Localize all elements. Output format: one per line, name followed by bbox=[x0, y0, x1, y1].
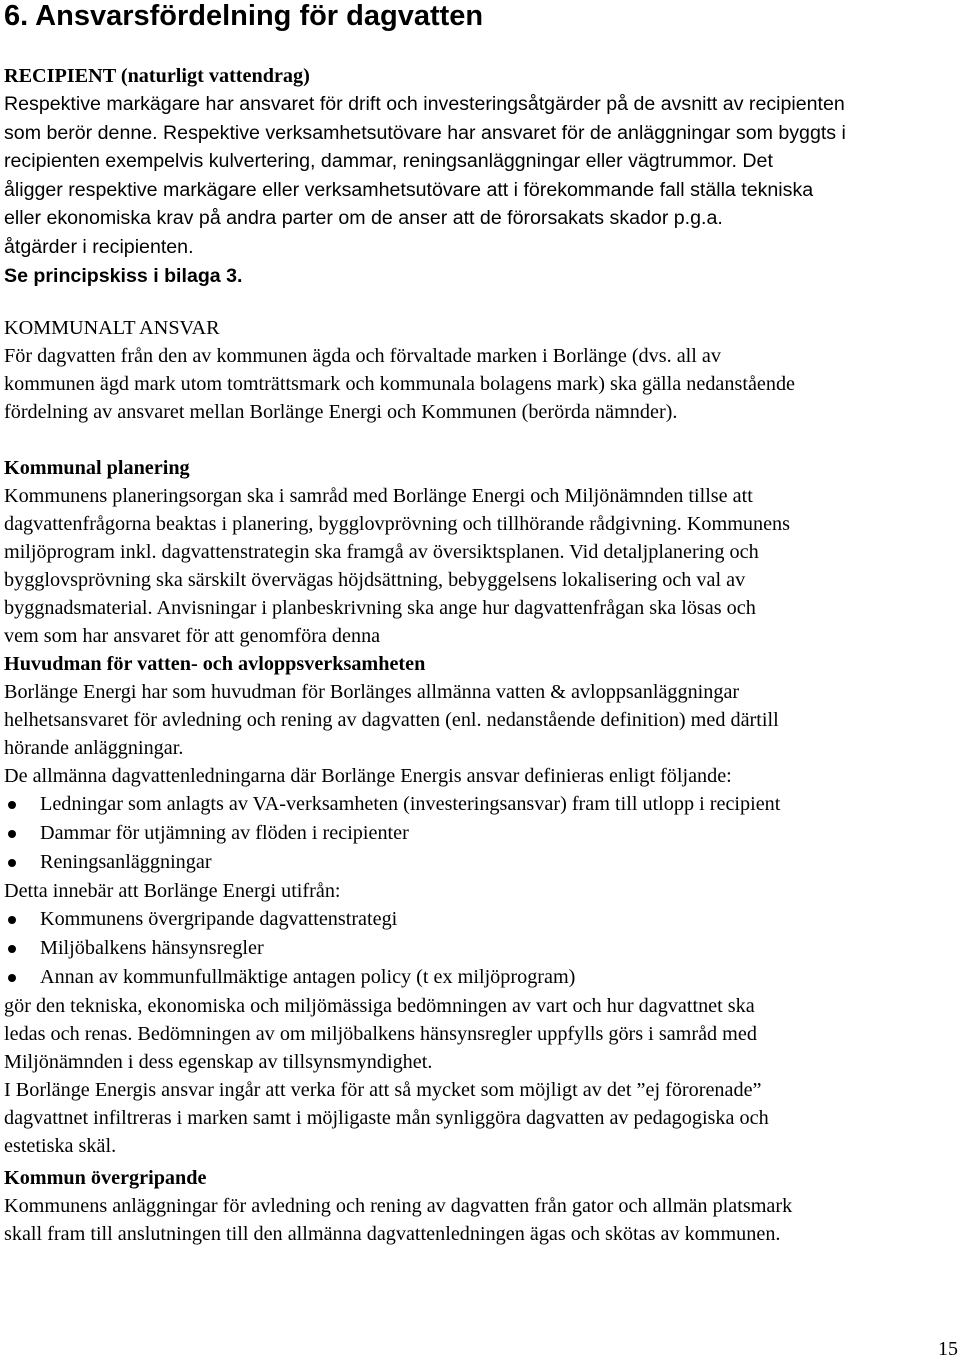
planering-line: byggnadsmaterial. Anvisningar i planbeskrivning ska ange hur dagvattenfrågan ska lösas och bbox=[4, 597, 756, 619]
section-heading: 6. Ansvarsfördelning för dagvatten bbox=[4, 0, 484, 32]
kommunalt-line: kommunen ägd mark utom tomträttsmark och kommunala bolagens mark) ska gälla nedanstående bbox=[4, 373, 796, 395]
kommunalt-section bbox=[4, 314, 956, 426]
recipient-body bbox=[4, 90, 956, 290]
overgripande-title: Kommun övergripande bbox=[4, 1167, 207, 1189]
list-item: Miljöbalkens hänsynsregler bbox=[4, 934, 956, 963]
planering-section bbox=[4, 454, 956, 650]
overgripande-line: skall fram till anslutningen till den allmänna dagvattenledningen ägas och skötas av kommunen. bbox=[4, 1223, 781, 1245]
bullet-icon bbox=[8, 916, 16, 924]
huvudman-line: ledas och renas. Bedömningen av om miljöbalkens hänsynsregler uppfylls görs i samråd med bbox=[4, 1023, 757, 1045]
huvudman-line: estetiska skäl. bbox=[4, 1135, 117, 1157]
utifran-list bbox=[4, 905, 956, 992]
planering-title: Kommunal planering bbox=[4, 457, 190, 479]
huvudman-line: hörande anläggningar. bbox=[4, 737, 184, 759]
list-item: Ledningar som anlagts av VA-verksamheten (investeringsansvar) fram till utlopp i recipient bbox=[4, 790, 956, 819]
planering-line: Kommunens planeringsorgan ska i samråd med Borlänge Energi och Miljönämnden tillse att bbox=[4, 485, 753, 507]
huvudman-section bbox=[4, 650, 956, 1160]
overgripande-section bbox=[4, 1164, 956, 1248]
recipient-line: åtgärder i recipienten. bbox=[4, 235, 194, 258]
list-item: Annan av kommunfullmäktige antagen policy (t ex miljöprogram) bbox=[4, 963, 956, 992]
bullet-icon bbox=[8, 859, 16, 867]
huvudman-title: Huvudman för vatten- och avloppsverksamheten bbox=[4, 653, 426, 675]
list-item: Kommunens övergripande dagvattenstrategi bbox=[4, 905, 956, 934]
recipient-line: som berör denne. Respektive verksamhetsutövare har ansvaret för de anläggningar som byggts i bbox=[4, 121, 846, 144]
bullet-icon bbox=[8, 801, 16, 809]
kommunalt-title: KOMMUNALT ANSVAR bbox=[4, 317, 220, 339]
planering-line: bygglovsprövning ska särskilt övervägas höjdsättning, bebyggelsens lokalisering och val av bbox=[4, 569, 746, 591]
kommunalt-line: För dagvatten från den av kommunen ägda och förvaltade marken i Borlänge (dvs. all av bbox=[4, 345, 721, 367]
bullet-icon bbox=[8, 945, 16, 953]
list-item: Reningsanläggningar bbox=[4, 848, 956, 877]
planering-line: dagvattenfrågorna beaktas i planering, bygglovprövning och tillhörande rådgivning. Kommunens bbox=[4, 513, 790, 535]
huvudman-line: helhetsansvaret för avledning och rening av dagvatten (enl. nedanstående definition) med därtill bbox=[4, 709, 779, 731]
bullet-icon bbox=[8, 830, 16, 838]
bullet-icon bbox=[8, 974, 16, 982]
page-number: 15 bbox=[938, 1338, 958, 1360]
recipient-line: Respektive markägare har ansvaret för drift och investeringsåtgärder på de avsnitt av recipienten bbox=[4, 93, 845, 115]
huvudman-line: dagvattnet infiltreras i marken samt i möjligaste mån synliggöra dagvatten av pedagogiska och bbox=[4, 1107, 769, 1129]
overgripande-line: Kommunens anläggningar för avledning och rening av dagvatten från gator och allmän platsmark bbox=[4, 1195, 793, 1217]
planering-line: vem som har ansvaret för att genomföra denna bbox=[4, 625, 381, 647]
huvudman-line: gör den tekniska, ekonomiska och miljömässiga bedömningen av vart och hur dagvattnet ska bbox=[4, 995, 755, 1017]
recipient-section bbox=[4, 62, 956, 290]
huvudman-line: De allmänna dagvattenledningarna där Borlänge Energis ansvar definieras enligt följande: bbox=[4, 765, 732, 787]
recipient-line: åligger respektive markägare eller verksamhetsutövare att i förekommande fall ställa tekniska bbox=[4, 178, 814, 201]
huvudman-intro2: Detta innebär att Borlänge Energi utifrån: bbox=[4, 880, 341, 902]
recipient-line: eller ekonomiska krav på andra parter om de anser att de förorsakats skador p.g.a. bbox=[4, 207, 723, 230]
planering-line: miljöprogram inkl. dagvattenstrategin ska framgå av översiktsplanen. Vid detaljplanering och bbox=[4, 541, 759, 563]
dagvatten-ledningar-list bbox=[4, 790, 956, 877]
recipient-line: recipienten exempelvis kulvertering, dammar, reningsanläggningar eller vägtrummor. Det bbox=[4, 150, 773, 173]
recipient-reference: Se principskiss i bilaga 3. bbox=[4, 264, 243, 287]
recipient-title: RECIPIENT (naturligt vattendrag) bbox=[4, 65, 310, 87]
huvudman-line: Borlänge Energi har som huvudman för Borlänges allmänna vatten & avloppsanläggningar bbox=[4, 681, 740, 703]
kommunalt-line: fördelning av ansvaret mellan Borlänge Energi och Kommunen (berörda nämnder). bbox=[4, 401, 678, 423]
huvudman-line: Miljönämnden i dess egenskap av tillsynsmyndighet. bbox=[4, 1051, 433, 1073]
list-item: Dammar för utjämning av flöden i recipienter bbox=[4, 819, 956, 848]
huvudman-line: I Borlänge Energis ansvar ingår att verka för att så mycket som möjligt av det ”ej förorenade” bbox=[4, 1079, 762, 1101]
